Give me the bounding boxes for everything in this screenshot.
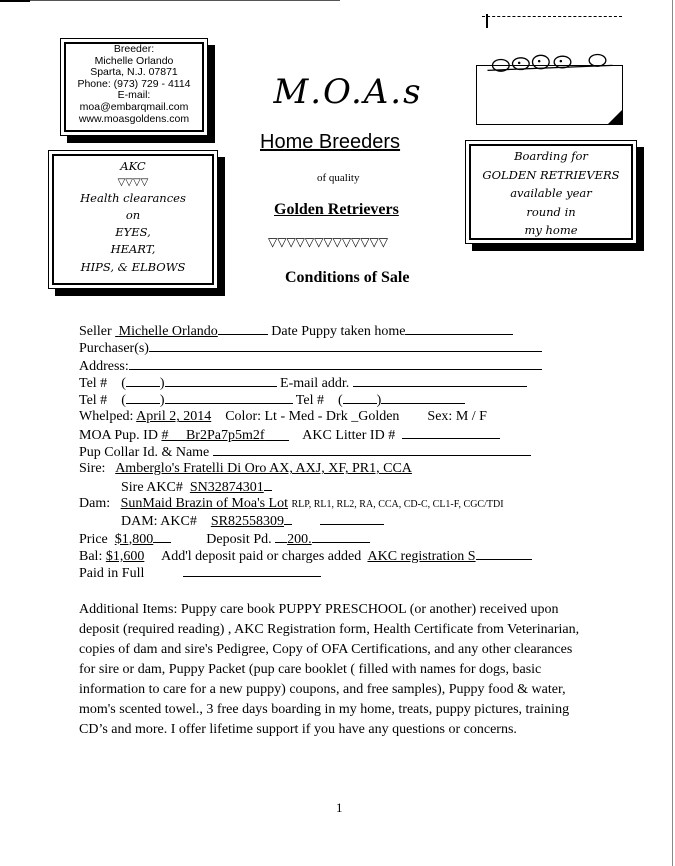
dam-titles: RLP, RL1, RL2, RA, CCA, CD-C, CL1-F, CGC/TDI xyxy=(291,498,504,510)
akc-health-box xyxy=(48,150,218,289)
boarding-line: available year xyxy=(510,186,592,200)
bal-value[interactable]: $1,600 xyxy=(105,548,145,564)
breeder-email-label: E-mail: xyxy=(117,89,151,102)
akc-line: on xyxy=(125,208,141,222)
breeder-phone: Phone: (973) 729 - 4114 xyxy=(77,77,191,90)
puppies-picture xyxy=(476,65,623,125)
paid-full-label: Paid in Full xyxy=(79,566,145,582)
tel2-label: Tel # xyxy=(295,393,324,409)
additional-items-paragraph: Additional Items: Puppy care book PUPPY PRESCHOOL (or another) received upon deposit (required reading) , AKC Registration form, Health Certificate from Veterinarian, copies of dam and sire's Pedigree, Copy of OFA Certifications, and any other clearances for sire or dam, Puppy Packet (pup care booklet ( filled with names for dogs, basic information to care for a new puppy) coupons, and free samples), Puppy food & water, mom's scented towel., 3 free days boarding in my home, treats, puppy pictures, training CD’s and more. I offer lifetime support if you have any questions or concerns. xyxy=(79,602,580,737)
tel2-number-field[interactable] xyxy=(381,391,465,404)
tel-number-field[interactable] xyxy=(165,391,293,404)
conditions-of-sale-title: Conditions of Sale xyxy=(285,269,410,286)
sire-value[interactable]: Amberglo's Fratelli Di Oro AX, AXJ, XF, PR1, CCA xyxy=(115,461,412,477)
akc-line: Health clearances xyxy=(80,191,186,205)
addl-label: Add'l deposit paid or charges added xyxy=(161,548,362,564)
dam-akc-row xyxy=(79,512,579,529)
boarding-box xyxy=(465,140,637,244)
deposit-value[interactable]: 200. xyxy=(287,531,312,547)
breeder-name: Michelle Orlando xyxy=(94,54,174,67)
paid-full-field[interactable] xyxy=(183,564,321,577)
paren: ) xyxy=(376,393,382,409)
moa-logo: M.O.A.s xyxy=(273,72,423,112)
dog-photo-tick-icon xyxy=(486,14,488,28)
price-label: Price xyxy=(79,531,108,547)
price-value[interactable]: $1,800 xyxy=(114,531,154,547)
top-rule xyxy=(0,0,340,1)
tel-label: Tel # xyxy=(79,375,108,391)
collar-label: Pup Collar Id. & Name xyxy=(79,445,210,461)
purchaser-field[interactable] xyxy=(149,339,542,352)
dam-extra-field[interactable] xyxy=(320,512,384,525)
sex-label: Sex: xyxy=(427,409,453,425)
breeder-location: Sparta, N.J. 07871 xyxy=(90,66,178,79)
akc-line: HEART, xyxy=(110,242,156,256)
purchaser-label: Purchaser(s) xyxy=(79,341,149,357)
color-label: Color: xyxy=(225,409,261,425)
date-taken-field[interactable] xyxy=(405,322,513,335)
page-edge xyxy=(672,0,673,866)
tel2-area-code-field[interactable] xyxy=(343,391,377,404)
sire-akc-label: Sire AKC# xyxy=(121,479,183,495)
tel-tel-row xyxy=(79,391,579,408)
akc-heading: AKC xyxy=(120,159,146,173)
triangle-divider-icon: ▽▽▽▽ xyxy=(117,177,149,188)
whelped-row xyxy=(79,408,579,425)
seller-row xyxy=(79,322,579,339)
boarding-line: my home xyxy=(524,223,578,237)
collar-field[interactable] xyxy=(213,443,531,456)
tel-area-code-field[interactable] xyxy=(126,374,160,387)
moa-id-field[interactable] xyxy=(161,428,289,443)
akc-line: EYES, xyxy=(115,225,151,239)
page-number: 1 xyxy=(336,800,343,815)
akc-line: HIPS, & ELBOWS xyxy=(80,260,186,274)
breeder-email: moa@embarqmail.com xyxy=(79,100,189,113)
boarding-line: Boarding for xyxy=(514,149,588,163)
akc-litter-field[interactable] xyxy=(402,426,500,439)
top-rule-mark xyxy=(0,0,30,2)
paren: ( xyxy=(121,375,126,391)
bal-label: Bal: xyxy=(79,548,103,564)
breeder-box-border xyxy=(64,42,204,132)
seller-label: Seller xyxy=(79,324,112,339)
deposit-label: Deposit Pd. xyxy=(206,531,272,547)
breeder-heading: Breeder: xyxy=(113,43,155,55)
paid-full-row xyxy=(79,564,579,581)
sire-akc-row xyxy=(79,478,579,495)
boarding-box-border xyxy=(469,144,633,240)
moa-id-row xyxy=(79,426,579,443)
seller-value: Michelle Orlando xyxy=(118,324,218,339)
email-label: E-mail addr. xyxy=(280,375,350,391)
purchaser-row xyxy=(79,339,579,356)
breeder-info-box xyxy=(60,38,208,136)
paren: ) xyxy=(159,393,165,409)
tel-number-field[interactable] xyxy=(165,374,277,387)
akc-box-border xyxy=(52,154,214,285)
tel-label: Tel # xyxy=(79,393,108,409)
dam-akc-value[interactable]: SR82558309 xyxy=(210,514,284,530)
dog-photo-top-icon xyxy=(482,16,622,19)
paren: ) xyxy=(159,375,165,391)
sire-row xyxy=(79,460,579,477)
price-row xyxy=(79,530,579,547)
moa-id-value: Br2Pa7p5m2f xyxy=(185,427,265,443)
color-options[interactable]: Lt - Med - Drk xyxy=(264,409,348,425)
whelped-value[interactable]: April 2, 2014 xyxy=(136,409,212,425)
photo-corner xyxy=(608,110,622,124)
dam-row xyxy=(79,495,579,512)
sire-label: Sire: xyxy=(79,461,106,477)
dam-akc-label: DAM: AKC# xyxy=(121,514,197,530)
whelped-label: Whelped: xyxy=(79,409,134,425)
breeder-website: www.moasgoldens.com xyxy=(78,112,190,125)
tel-email-row xyxy=(79,374,579,391)
color-value[interactable]: _Golden xyxy=(351,409,400,425)
date-taken-label: Date Puppy taken home xyxy=(271,324,406,339)
golden-retrievers-title: Golden Retrievers xyxy=(274,201,399,218)
email-field[interactable] xyxy=(353,374,527,387)
balance-row xyxy=(79,547,579,564)
dam-label: Dam: xyxy=(79,495,111,511)
boarding-line: round in xyxy=(526,204,576,219)
collar-row xyxy=(79,443,579,460)
sale-form xyxy=(79,322,579,581)
dam-value[interactable]: SunMaid Brazin of Moa's Lot xyxy=(120,495,289,511)
triangle-border-icon: ▽▽▽▽▽▽▽▽▽▽▽▽▽ xyxy=(268,235,388,249)
tel-area-code-field[interactable] xyxy=(126,391,160,404)
boarding-line: GOLDEN RETRIEVERS xyxy=(482,167,620,182)
seller-field[interactable] xyxy=(115,324,268,339)
address-label: Address: xyxy=(79,358,129,374)
paren: ( xyxy=(121,393,126,409)
sex-options[interactable]: M / F xyxy=(455,409,487,425)
hash: # xyxy=(161,427,169,443)
akc-litter-label: AKC Litter ID # xyxy=(302,427,396,443)
home-breeders-title: Home Breeders xyxy=(260,131,401,153)
paren: ( xyxy=(337,393,343,409)
addl-value[interactable]: AKC registration S xyxy=(367,548,476,564)
moa-id-label: MOA Pup. ID xyxy=(79,427,158,443)
address-row xyxy=(79,357,579,374)
sire-akc-value[interactable]: SN32874301 xyxy=(189,479,264,495)
puppy-heads-icon xyxy=(475,52,625,72)
address-field[interactable] xyxy=(129,357,542,370)
of-quality-text: of quality xyxy=(317,172,360,184)
